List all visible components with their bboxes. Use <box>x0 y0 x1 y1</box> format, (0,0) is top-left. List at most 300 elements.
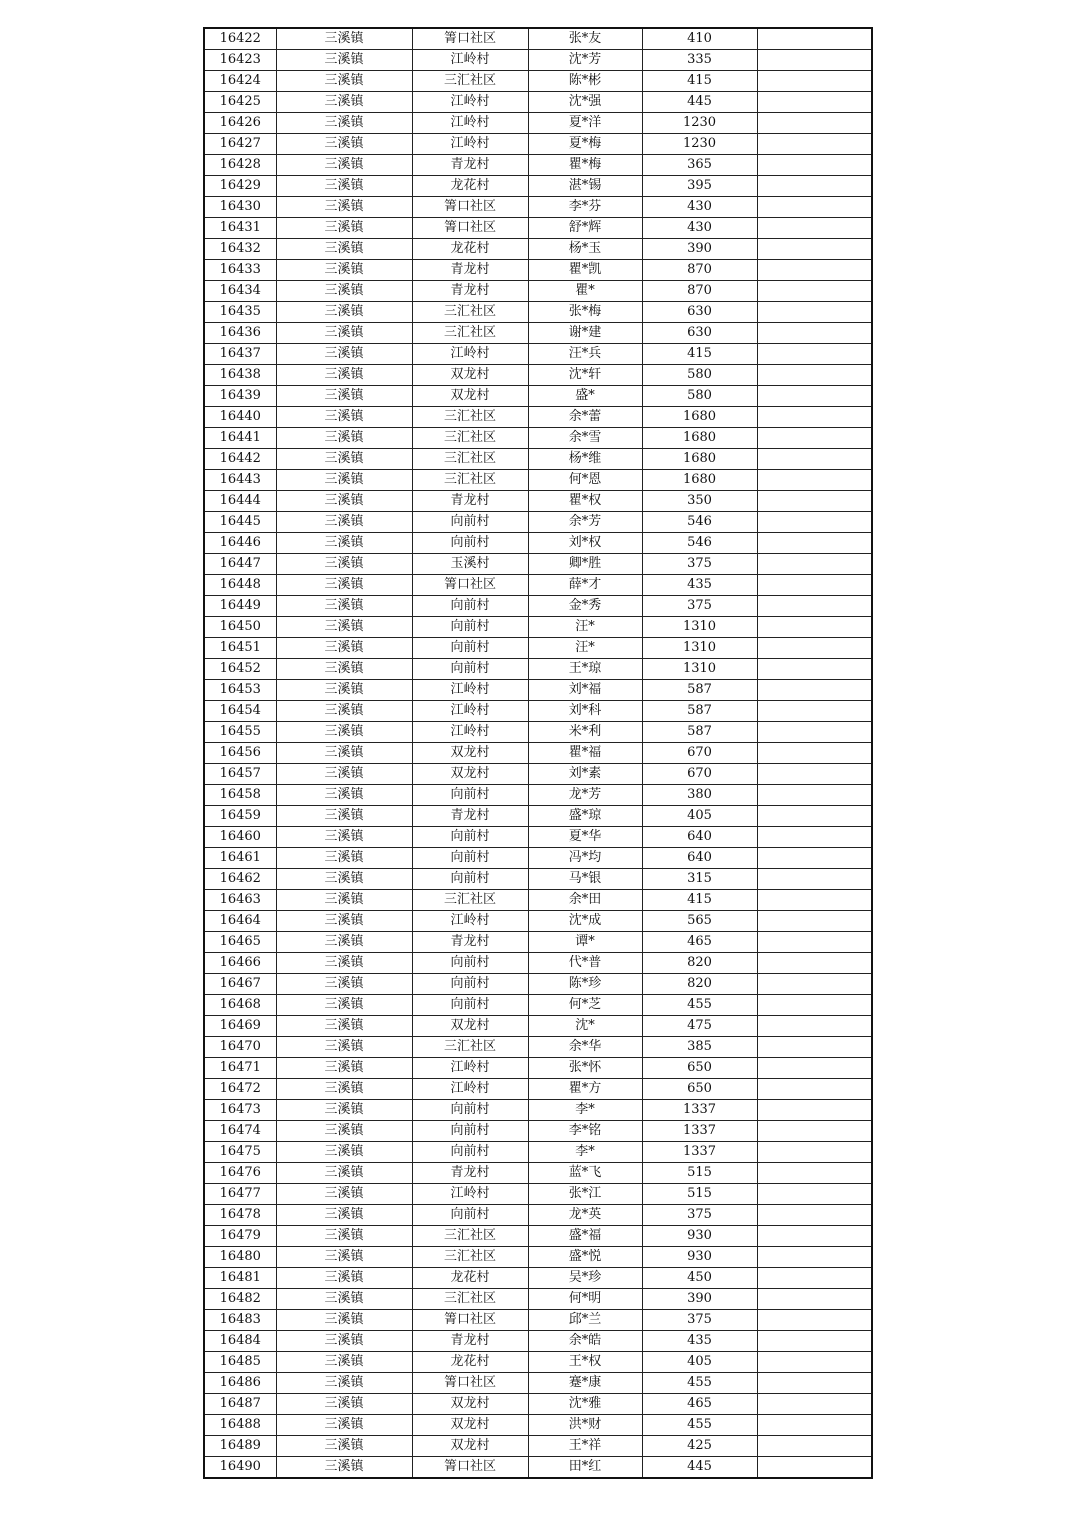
table-row <box>204 1016 872 1037</box>
serial-number-cell: 16444 <box>204 491 276 512</box>
village-cell: 三汇社区 <box>412 449 528 470</box>
village-cell: 三汇社区 <box>412 1247 528 1268</box>
remark-cell <box>757 1268 872 1289</box>
table-row <box>204 764 872 785</box>
village-cell: 青龙村 <box>412 155 528 176</box>
name-cell: 沈* <box>528 1016 642 1037</box>
village-cell: 青龙村 <box>412 932 528 953</box>
table-row <box>204 407 872 428</box>
amount-cell: 820 <box>642 974 757 995</box>
name-cell: 刘*福 <box>528 680 642 701</box>
serial-number-cell: 16427 <box>204 134 276 155</box>
village-cell: 箐口社区 <box>412 197 528 218</box>
town-cell: 三溪镇 <box>276 470 412 491</box>
table-row <box>204 1184 872 1205</box>
name-cell: 夏*梅 <box>528 134 642 155</box>
village-cell: 箐口社区 <box>412 1457 528 1479</box>
table-row <box>204 953 872 974</box>
town-cell: 三溪镇 <box>276 554 412 575</box>
serial-number-cell: 16469 <box>204 1016 276 1037</box>
village-cell: 三汇社区 <box>412 1037 528 1058</box>
name-cell: 盛*福 <box>528 1226 642 1247</box>
name-cell: 王*权 <box>528 1352 642 1373</box>
village-cell: 向前村 <box>412 617 528 638</box>
amount-cell: 390 <box>642 1289 757 1310</box>
name-cell: 汪*兵 <box>528 344 642 365</box>
amount-cell: 1230 <box>642 134 757 155</box>
name-cell: 洪*财 <box>528 1415 642 1436</box>
amount-cell: 670 <box>642 764 757 785</box>
serial-number-cell: 16445 <box>204 512 276 533</box>
serial-number-cell: 16487 <box>204 1394 276 1415</box>
town-cell: 三溪镇 <box>276 50 412 71</box>
town-cell: 三溪镇 <box>276 1142 412 1163</box>
village-cell: 向前村 <box>412 1100 528 1121</box>
serial-number-cell: 16431 <box>204 218 276 239</box>
amount-cell: 450 <box>642 1268 757 1289</box>
remark-cell <box>757 785 872 806</box>
name-cell: 盛*悦 <box>528 1247 642 1268</box>
name-cell: 田*红 <box>528 1457 642 1479</box>
amount-cell: 587 <box>642 722 757 743</box>
remark-cell <box>757 1079 872 1100</box>
name-cell: 张*友 <box>528 28 642 50</box>
name-cell: 陈*珍 <box>528 974 642 995</box>
village-cell: 向前村 <box>412 869 528 890</box>
table-row <box>204 1289 872 1310</box>
name-cell: 杨*玉 <box>528 239 642 260</box>
table-row <box>204 848 872 869</box>
remark-cell <box>757 1163 872 1184</box>
village-cell: 三汇社区 <box>412 428 528 449</box>
village-cell: 向前村 <box>412 974 528 995</box>
remark-cell <box>757 1247 872 1268</box>
remark-cell <box>757 995 872 1016</box>
serial-number-cell: 16457 <box>204 764 276 785</box>
village-cell: 青龙村 <box>412 1331 528 1352</box>
amount-cell: 1310 <box>642 638 757 659</box>
amount-cell: 515 <box>642 1163 757 1184</box>
name-cell: 马*银 <box>528 869 642 890</box>
town-cell: 三溪镇 <box>276 533 412 554</box>
name-cell: 龙*英 <box>528 1205 642 1226</box>
town-cell: 三溪镇 <box>276 764 412 785</box>
town-cell: 三溪镇 <box>276 71 412 92</box>
town-cell: 三溪镇 <box>276 659 412 680</box>
village-cell: 江岭村 <box>412 680 528 701</box>
town-cell: 三溪镇 <box>276 638 412 659</box>
name-cell: 盛*琼 <box>528 806 642 827</box>
serial-number-cell: 16453 <box>204 680 276 701</box>
serial-number-cell: 16489 <box>204 1436 276 1457</box>
town-cell: 三溪镇 <box>276 113 412 134</box>
table-row <box>204 1247 872 1268</box>
remark-cell <box>757 827 872 848</box>
serial-number-cell: 16479 <box>204 1226 276 1247</box>
town-cell: 三溪镇 <box>276 1037 412 1058</box>
town-cell: 三溪镇 <box>276 1163 412 1184</box>
amount-cell: 1680 <box>642 449 757 470</box>
name-cell: 杨*维 <box>528 449 642 470</box>
amount-cell: 580 <box>642 365 757 386</box>
name-cell: 冯*均 <box>528 848 642 869</box>
table-row <box>204 617 872 638</box>
table-row <box>204 1079 872 1100</box>
amount-cell: 380 <box>642 785 757 806</box>
name-cell: 何*恩 <box>528 470 642 491</box>
amount-cell: 435 <box>642 575 757 596</box>
serial-number-cell: 16449 <box>204 596 276 617</box>
village-cell: 向前村 <box>412 1121 528 1142</box>
amount-cell: 1680 <box>642 428 757 449</box>
remark-cell <box>757 701 872 722</box>
table-row <box>204 134 872 155</box>
amount-cell: 640 <box>642 848 757 869</box>
amount-cell: 1230 <box>642 113 757 134</box>
name-cell: 邱*兰 <box>528 1310 642 1331</box>
amount-cell: 455 <box>642 1373 757 1394</box>
serial-number-cell: 16480 <box>204 1247 276 1268</box>
name-cell: 沈*强 <box>528 92 642 113</box>
serial-number-cell: 16434 <box>204 281 276 302</box>
name-cell: 余*华 <box>528 1037 642 1058</box>
name-cell: 沈*雅 <box>528 1394 642 1415</box>
town-cell: 三溪镇 <box>276 28 412 50</box>
serial-number-cell: 16482 <box>204 1289 276 1310</box>
serial-number-cell: 16486 <box>204 1373 276 1394</box>
name-cell: 龙*芳 <box>528 785 642 806</box>
town-cell: 三溪镇 <box>276 701 412 722</box>
serial-number-cell: 16481 <box>204 1268 276 1289</box>
name-cell: 瞿*方 <box>528 1079 642 1100</box>
serial-number-cell: 16432 <box>204 239 276 260</box>
table-row <box>204 428 872 449</box>
amount-cell: 650 <box>642 1079 757 1100</box>
name-cell: 刘*科 <box>528 701 642 722</box>
table-row <box>204 323 872 344</box>
town-cell: 三溪镇 <box>276 869 412 890</box>
name-cell: 瞿*梅 <box>528 155 642 176</box>
village-cell: 向前村 <box>412 995 528 1016</box>
name-cell: 张*梅 <box>528 302 642 323</box>
name-cell: 吴*珍 <box>528 1268 642 1289</box>
table-row <box>204 827 872 848</box>
serial-number-cell: 16423 <box>204 50 276 71</box>
name-cell: 盛* <box>528 386 642 407</box>
name-cell: 余*雪 <box>528 428 642 449</box>
town-cell: 三溪镇 <box>276 92 412 113</box>
village-cell: 三汇社区 <box>412 323 528 344</box>
village-cell: 向前村 <box>412 848 528 869</box>
remark-cell <box>757 155 872 176</box>
remark-cell <box>757 659 872 680</box>
remark-cell <box>757 134 872 155</box>
amount-cell: 375 <box>642 1205 757 1226</box>
table-row <box>204 1205 872 1226</box>
remark-cell <box>757 1184 872 1205</box>
serial-number-cell: 16435 <box>204 302 276 323</box>
village-cell: 双龙村 <box>412 1415 528 1436</box>
village-cell: 江岭村 <box>412 1079 528 1100</box>
village-cell: 箐口社区 <box>412 1310 528 1331</box>
name-cell: 余*皓 <box>528 1331 642 1352</box>
town-cell: 三溪镇 <box>276 260 412 281</box>
remark-cell <box>757 449 872 470</box>
village-cell: 箐口社区 <box>412 218 528 239</box>
serial-number-cell: 16441 <box>204 428 276 449</box>
town-cell: 三溪镇 <box>276 953 412 974</box>
village-cell: 向前村 <box>412 659 528 680</box>
town-cell: 三溪镇 <box>276 1331 412 1352</box>
remark-cell <box>757 722 872 743</box>
town-cell: 三溪镇 <box>276 575 412 596</box>
town-cell: 三溪镇 <box>276 680 412 701</box>
remark-cell <box>757 743 872 764</box>
remark-cell <box>757 386 872 407</box>
name-cell: 刘*权 <box>528 533 642 554</box>
village-cell: 箐口社区 <box>412 1373 528 1394</box>
village-cell: 双龙村 <box>412 764 528 785</box>
remark-cell <box>757 1415 872 1436</box>
table-row <box>204 302 872 323</box>
name-cell: 夏*华 <box>528 827 642 848</box>
amount-cell: 930 <box>642 1247 757 1268</box>
remark-cell <box>757 197 872 218</box>
amount-cell: 335 <box>642 50 757 71</box>
amount-cell: 930 <box>642 1226 757 1247</box>
town-cell: 三溪镇 <box>276 1457 412 1479</box>
table-row <box>204 491 872 512</box>
amount-cell: 1680 <box>642 470 757 491</box>
serial-number-cell: 16448 <box>204 575 276 596</box>
amount-cell: 515 <box>642 1184 757 1205</box>
amount-cell: 1337 <box>642 1142 757 1163</box>
amount-cell: 385 <box>642 1037 757 1058</box>
name-cell: 刘*素 <box>528 764 642 785</box>
remark-cell <box>757 1037 872 1058</box>
town-cell: 三溪镇 <box>276 1268 412 1289</box>
town-cell: 三溪镇 <box>276 1373 412 1394</box>
table-row <box>204 680 872 701</box>
serial-number-cell: 16425 <box>204 92 276 113</box>
serial-number-cell: 16433 <box>204 260 276 281</box>
name-cell: 卿*胜 <box>528 554 642 575</box>
remark-cell <box>757 28 872 50</box>
town-cell: 三溪镇 <box>276 491 412 512</box>
serial-number-cell: 16424 <box>204 71 276 92</box>
village-cell: 双龙村 <box>412 386 528 407</box>
amount-cell: 465 <box>642 1394 757 1415</box>
town-cell: 三溪镇 <box>276 848 412 869</box>
serial-number-cell: 16488 <box>204 1415 276 1436</box>
table-row <box>204 239 872 260</box>
town-cell: 三溪镇 <box>276 1184 412 1205</box>
table-row <box>204 281 872 302</box>
village-cell: 江岭村 <box>412 134 528 155</box>
amount-cell: 630 <box>642 323 757 344</box>
remark-cell <box>757 50 872 71</box>
remark-cell <box>757 1457 872 1479</box>
serial-number-cell: 16437 <box>204 344 276 365</box>
remark-cell <box>757 407 872 428</box>
town-cell: 三溪镇 <box>276 302 412 323</box>
town-cell: 三溪镇 <box>276 1289 412 1310</box>
town-cell: 三溪镇 <box>276 1415 412 1436</box>
name-cell: 张*江 <box>528 1184 642 1205</box>
table-row <box>204 575 872 596</box>
town-cell: 三溪镇 <box>276 197 412 218</box>
amount-cell: 405 <box>642 806 757 827</box>
town-cell: 三溪镇 <box>276 407 412 428</box>
table-row <box>204 1415 872 1436</box>
serial-number-cell: 16430 <box>204 197 276 218</box>
amount-cell: 1310 <box>642 617 757 638</box>
table-row <box>204 554 872 575</box>
name-cell: 瞿* <box>528 281 642 302</box>
town-cell: 三溪镇 <box>276 806 412 827</box>
village-cell: 江岭村 <box>412 1058 528 1079</box>
serial-number-cell: 16446 <box>204 533 276 554</box>
remark-cell <box>757 953 872 974</box>
town-cell: 三溪镇 <box>276 134 412 155</box>
amount-cell: 475 <box>642 1016 757 1037</box>
remark-cell <box>757 806 872 827</box>
table-row <box>204 1100 872 1121</box>
remark-cell <box>757 281 872 302</box>
town-cell: 三溪镇 <box>276 218 412 239</box>
village-cell: 龙花村 <box>412 239 528 260</box>
name-cell: 瞿*权 <box>528 491 642 512</box>
remark-cell <box>757 1100 872 1121</box>
town-cell: 三溪镇 <box>276 827 412 848</box>
name-cell: 舒*辉 <box>528 218 642 239</box>
serial-number-cell: 16478 <box>204 1205 276 1226</box>
remark-cell <box>757 92 872 113</box>
remark-cell <box>757 554 872 575</box>
village-cell: 双龙村 <box>412 365 528 386</box>
table-row <box>204 1121 872 1142</box>
town-cell: 三溪镇 <box>276 1394 412 1415</box>
remark-cell <box>757 764 872 785</box>
serial-number-cell: 16438 <box>204 365 276 386</box>
table-row <box>204 743 872 764</box>
remark-cell <box>757 932 872 953</box>
name-cell: 沈*成 <box>528 911 642 932</box>
town-cell: 三溪镇 <box>276 155 412 176</box>
serial-number-cell: 16468 <box>204 995 276 1016</box>
amount-cell: 820 <box>642 953 757 974</box>
table-row <box>204 344 872 365</box>
remark-cell <box>757 365 872 386</box>
table-row <box>204 1331 872 1352</box>
name-cell: 汪* <box>528 638 642 659</box>
serial-number-cell: 16477 <box>204 1184 276 1205</box>
table-row <box>204 1457 872 1479</box>
village-cell: 箐口社区 <box>412 28 528 50</box>
amount-cell: 870 <box>642 281 757 302</box>
remark-cell <box>757 512 872 533</box>
amount-cell: 587 <box>642 680 757 701</box>
village-cell: 向前村 <box>412 596 528 617</box>
remark-cell <box>757 1331 872 1352</box>
name-cell: 李*铭 <box>528 1121 642 1142</box>
amount-cell: 546 <box>642 512 757 533</box>
village-cell: 向前村 <box>412 785 528 806</box>
amount-cell: 395 <box>642 176 757 197</box>
name-cell: 李*芬 <box>528 197 642 218</box>
village-cell: 三汇社区 <box>412 470 528 491</box>
serial-number-cell: 16429 <box>204 176 276 197</box>
village-cell: 箐口社区 <box>412 575 528 596</box>
amount-cell: 640 <box>642 827 757 848</box>
table-row <box>204 1394 872 1415</box>
table-row <box>204 260 872 281</box>
town-cell: 三溪镇 <box>276 1079 412 1100</box>
serial-number-cell: 16484 <box>204 1331 276 1352</box>
table-row <box>204 1037 872 1058</box>
amount-cell: 465 <box>642 932 757 953</box>
village-cell: 江岭村 <box>412 92 528 113</box>
village-cell: 三汇社区 <box>412 1226 528 1247</box>
table-row <box>204 869 872 890</box>
remark-cell <box>757 533 872 554</box>
remark-cell <box>757 491 872 512</box>
serial-number-cell: 16466 <box>204 953 276 974</box>
name-cell: 金*秀 <box>528 596 642 617</box>
serial-number-cell: 16459 <box>204 806 276 827</box>
table-row <box>204 785 872 806</box>
table-row <box>204 449 872 470</box>
table-row <box>204 1226 872 1247</box>
table-row <box>204 1352 872 1373</box>
serial-number-cell: 16472 <box>204 1079 276 1100</box>
name-cell: 蹇*康 <box>528 1373 642 1394</box>
town-cell: 三溪镇 <box>276 344 412 365</box>
serial-number-cell: 16436 <box>204 323 276 344</box>
remark-cell <box>757 1205 872 1226</box>
name-cell: 张*怀 <box>528 1058 642 1079</box>
serial-number-cell: 16422 <box>204 28 276 50</box>
table-row <box>204 596 872 617</box>
name-cell: 李* <box>528 1142 642 1163</box>
remark-cell <box>757 260 872 281</box>
town-cell: 三溪镇 <box>276 1247 412 1268</box>
town-cell: 三溪镇 <box>276 596 412 617</box>
serial-number-cell: 16490 <box>204 1457 276 1479</box>
amount-cell: 405 <box>642 1352 757 1373</box>
table-row <box>204 1142 872 1163</box>
table-row <box>204 113 872 134</box>
table-row <box>204 659 872 680</box>
name-cell: 蓝*飞 <box>528 1163 642 1184</box>
town-cell: 三溪镇 <box>276 995 412 1016</box>
amount-cell: 375 <box>642 1310 757 1331</box>
serial-number-cell: 16450 <box>204 617 276 638</box>
serial-number-cell: 16452 <box>204 659 276 680</box>
village-cell: 江岭村 <box>412 911 528 932</box>
table-row <box>204 533 872 554</box>
remark-cell <box>757 113 872 134</box>
remark-cell <box>757 1226 872 1247</box>
amount-cell: 546 <box>642 533 757 554</box>
name-cell: 王*琼 <box>528 659 642 680</box>
remark-cell <box>757 1058 872 1079</box>
table-row <box>204 197 872 218</box>
table-row <box>204 365 872 386</box>
serial-number-cell: 16463 <box>204 890 276 911</box>
remark-cell <box>757 1436 872 1457</box>
amount-cell: 390 <box>642 239 757 260</box>
